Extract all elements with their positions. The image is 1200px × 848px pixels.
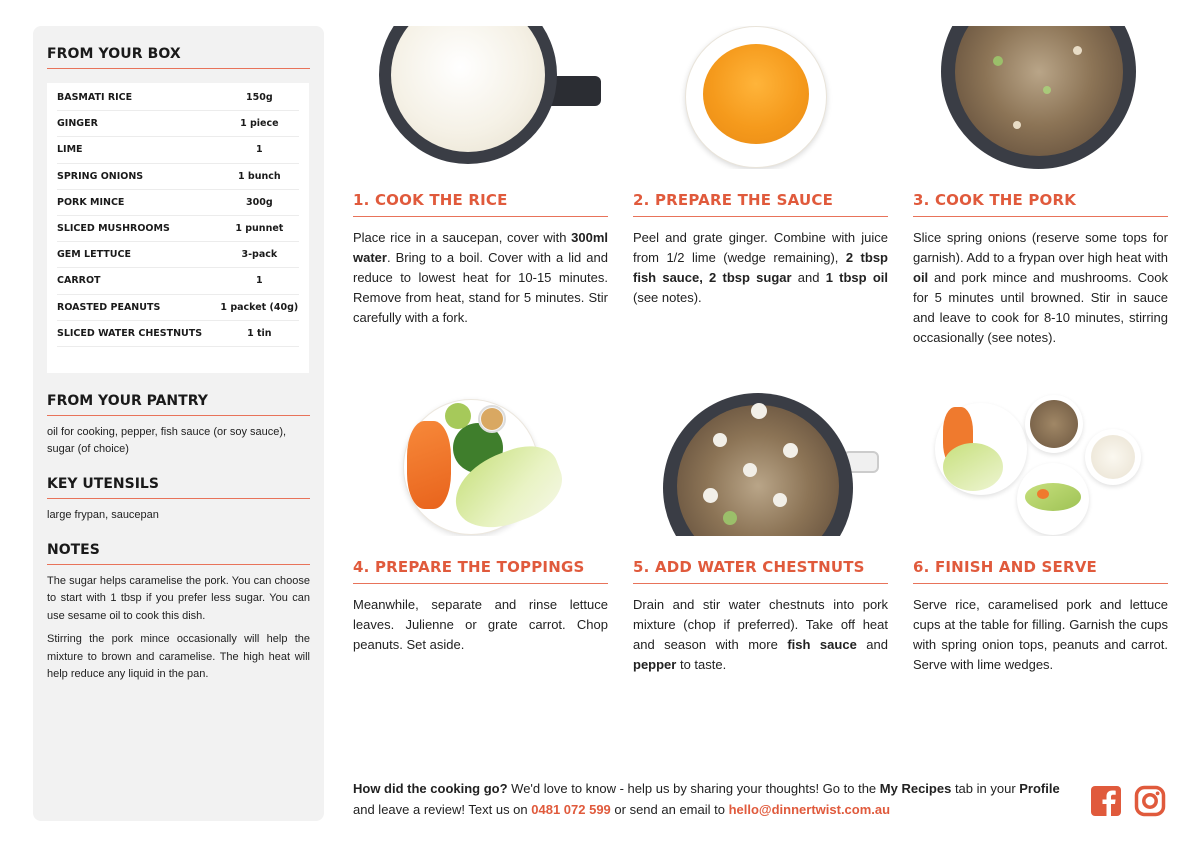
- ingredient-qty: 1 bunch: [238, 170, 281, 182]
- box-ingredients-table: [47, 83, 309, 373]
- sauce-bowl-image: [633, 26, 888, 169]
- footer-question: How did the cooking go?: [353, 781, 508, 796]
- step-title: 2. PREPARE THE SAUCE: [633, 191, 888, 217]
- toppings-plate-image: [353, 393, 608, 536]
- ingredient-row: [57, 268, 299, 294]
- ingredient-qty: 3-pack: [241, 249, 278, 261]
- ingredient-row: [57, 295, 299, 321]
- step-4: [353, 393, 608, 655]
- phone-link[interactable]: 0481 072 599: [531, 802, 611, 817]
- ingredient-name: GINGER: [57, 118, 98, 130]
- notes-title: NOTES: [47, 542, 310, 565]
- ingredient-name: CARROT: [57, 275, 101, 287]
- notes-paragraph: The sugar helps caramelise the pork. You can choose to start with 1 tbsp if you prefer less sugar. You can use sesame oil to cook this dish.: [47, 574, 310, 622]
- step-title: 4. PREPARE THE TOPPINGS: [353, 558, 608, 584]
- ingredient-name: SLICED MUSHROOMS: [57, 223, 170, 235]
- ingredient-row: [57, 137, 299, 163]
- rice-saucepan-image: [353, 26, 608, 169]
- ingredients-sidebar: [33, 26, 324, 821]
- notes-section: [47, 542, 310, 684]
- ingredient-row: [57, 164, 299, 190]
- email-link[interactable]: hello@dinnertwist.com.au: [728, 802, 891, 817]
- utensils-title: KEY UTENSILS: [47, 476, 310, 499]
- ingredient-qty: 150g: [246, 92, 273, 104]
- step-text: Serve rice, caramelised pork and lettuce cups at the table for filling. Garnish the cups with spring onion tops, peanuts and carrot. Serve with lime wedges.: [913, 597, 1168, 672]
- instagram-icon[interactable]: [1134, 785, 1166, 817]
- box-title: FROM YOUR BOX: [47, 46, 310, 69]
- step-6: [913, 393, 1168, 675]
- step-title: 1. COOK THE RICE: [353, 191, 608, 217]
- ingredient-qty: 1 punnet: [235, 223, 284, 235]
- step-text: Drain and stir water chestnuts into pork mixture (chop if preferred). Take off heat and season with more fish sauce and pepper to taste.: [633, 597, 888, 672]
- pork-frypan-image: [913, 26, 1168, 169]
- water-chestnuts-frypan-image: [633, 393, 888, 536]
- ingredient-name: BASMATI RICE: [57, 92, 133, 104]
- ingredient-name: SLICED WATER CHESTNUTS: [57, 327, 203, 339]
- ingredient-name: LIME: [57, 144, 83, 156]
- step-1: [353, 26, 608, 328]
- step-3: [913, 26, 1168, 348]
- pantry-section: [47, 393, 310, 458]
- step-text: Meanwhile, separate and rinse lettuce leaves. Julienne or grate carrot. Chop peanuts. Set aside.: [353, 597, 608, 652]
- ingredient-qty: 300g: [246, 196, 273, 208]
- pantry-text: oil for cooking, pepper, fish sauce (or soy sauce), sugar (of choice): [47, 425, 287, 455]
- ingredient-name: GEM LETTUCE: [57, 249, 131, 261]
- step-text: Place rice in a saucepan, cover with 300ml water. Bring to a boil. Cover with a lid and reduce to lowest heat for 10-15 minutes. Remove from heat, stand for 5 minutes. Stir carefully with a fork.: [353, 230, 608, 325]
- step-title: 5. ADD WATER CHESTNUTS: [633, 558, 888, 584]
- profile-link[interactable]: Profile: [1019, 781, 1060, 796]
- step-title: 3. COOK THE PORK: [913, 191, 1168, 217]
- ingredient-row: [57, 190, 299, 216]
- facebook-icon[interactable]: [1090, 785, 1122, 817]
- ingredient-row: [57, 321, 299, 347]
- ingredient-name: PORK MINCE: [57, 196, 125, 208]
- ingredient-qty: 1 piece: [240, 118, 279, 130]
- ingredient-name: SPRING ONIONS: [57, 170, 144, 182]
- ingredient-name: ROASTED PEANUTS: [57, 301, 161, 313]
- pantry-title: FROM YOUR PANTRY: [47, 393, 310, 416]
- ingredient-qty: 1 packet (40g): [220, 301, 299, 313]
- ingredient-row: [57, 111, 299, 137]
- utensils-section: [47, 476, 310, 524]
- step-2: [633, 26, 888, 308]
- ingredient-row: [57, 242, 299, 268]
- ingredient-row: [57, 85, 299, 111]
- notes-paragraph: Stirring the pork mince occasionally will help the mixture to brown and caramelise. The high heat will help reduce any liquid in the pan.: [47, 633, 310, 681]
- ingredient-qty: 1 tin: [247, 327, 272, 339]
- step-text: Slice spring onions (reserve some tops for garnish). Add to a frypan over high heat with oil and pork mince and mushrooms. Cook for 5 minutes until browned. Stir in sauce and leave to cook for 8-10 minutes, stirring occasionally (see notes).: [913, 230, 1168, 345]
- step-5: [633, 393, 888, 675]
- my-recipes-link[interactable]: My Recipes: [879, 781, 952, 796]
- utensils-text: large frypan, saucepan: [47, 508, 159, 521]
- ingredient-qty: 1: [256, 144, 263, 156]
- step-text: Peel and grate ginger. Combine with juice from 1/2 lime (wedge remaining), 2 tbsp fish sauce, 2 tbsp sugar and 1 tbsp oil (see notes).: [633, 230, 888, 305]
- ingredient-qty: 1: [256, 275, 263, 287]
- serving-plates-image: [913, 393, 1168, 536]
- feedback-footer: How did the cooking go? We'd love to know - help us by sharing your thoughts! Go to the My Recipes tab in your Profile and leave a review! Text us on 0481 072 599 or send an email to hello@dinnertwist.com.au: [353, 781, 1060, 817]
- ingredient-row: [57, 216, 299, 242]
- step-title: 6. FINISH AND SERVE: [913, 558, 1168, 584]
